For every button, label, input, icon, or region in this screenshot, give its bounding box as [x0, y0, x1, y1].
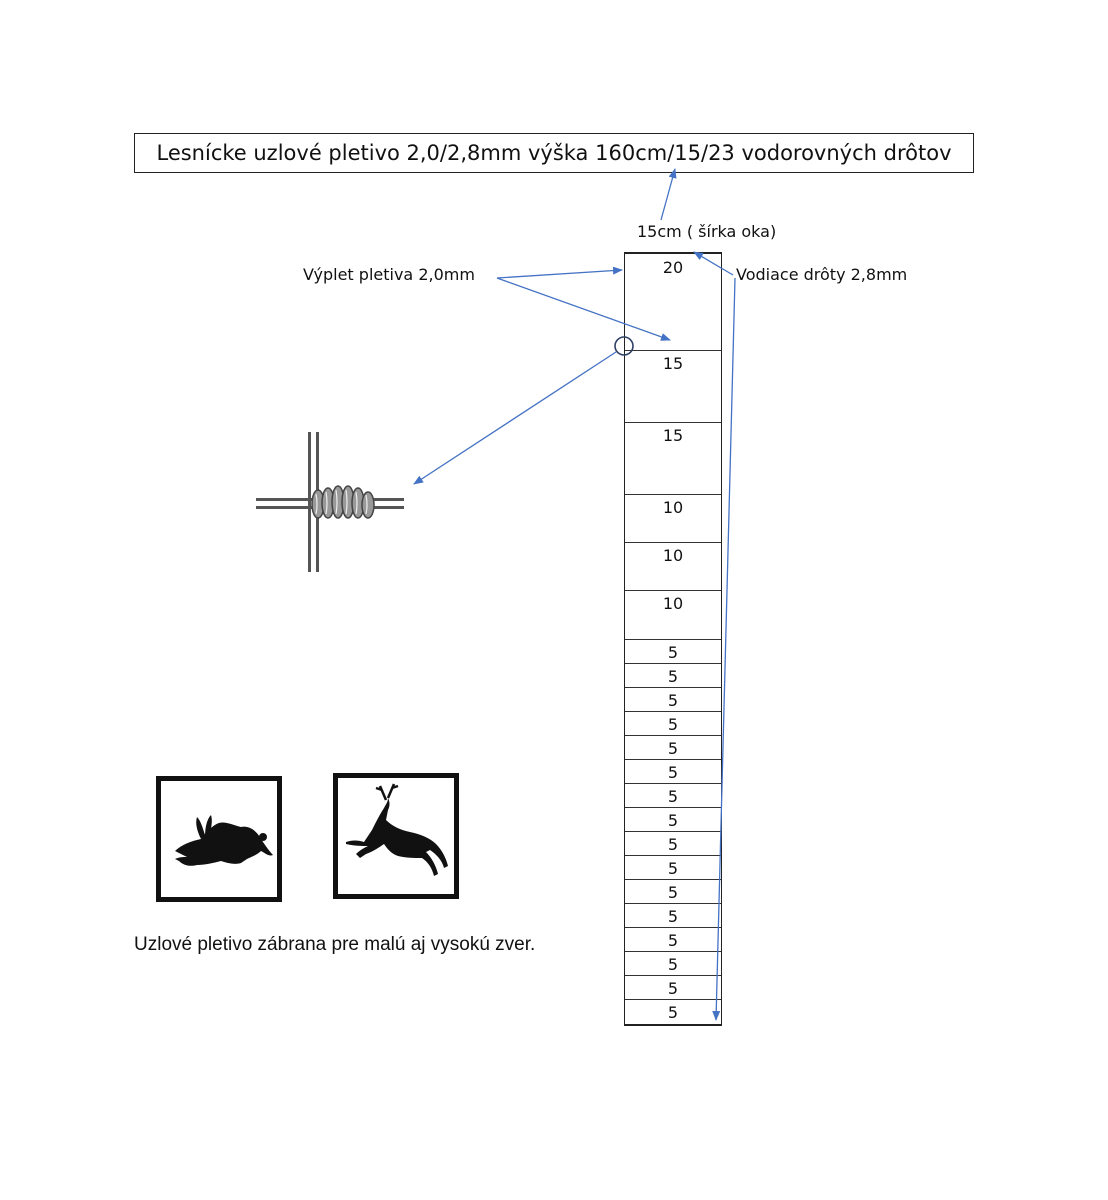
spacing-value: 10	[662, 498, 684, 518]
mesh-width-arrow	[661, 169, 675, 220]
caption: Uzlové pletivo zábrana pre malú aj vysokú zver.	[134, 934, 536, 955]
spacing-value: 5	[667, 1003, 679, 1023]
spacing-value: 15	[662, 426, 684, 446]
fill-wire-arrow-mid	[497, 278, 670, 340]
spacing-value: 5	[667, 811, 679, 831]
spacing-value: 5	[667, 955, 679, 975]
spacing-value: 5	[667, 979, 679, 999]
fill-wire-arrow-top	[497, 270, 622, 278]
spacing-value: 5	[667, 715, 679, 735]
knot-arrow	[414, 352, 616, 484]
spacing-value: 5	[667, 691, 679, 711]
spacing-value: 5	[667, 787, 679, 807]
spacing-value: 10	[662, 594, 684, 614]
guide-wire-arrow-top	[694, 252, 733, 275]
spacing-value: 5	[667, 643, 679, 663]
mesh-width-label: 15cm ( šírka oka)	[637, 222, 777, 241]
knot-marker-circle	[615, 337, 633, 355]
fill-wire-label: Výplet pletiva 2,0mm	[303, 265, 475, 284]
spacing-value: 5	[667, 739, 679, 759]
spacing-value: 15	[662, 354, 684, 374]
spacing-value: 5	[667, 907, 679, 927]
spacing-value: 5	[667, 859, 679, 879]
spacing-value: 5	[667, 667, 679, 687]
spacing-value: 5	[667, 883, 679, 903]
guide-wire-arrow-bottom	[716, 278, 735, 1020]
spacing-value: 10	[662, 546, 684, 566]
spacing-value: 5	[667, 931, 679, 951]
spacing-value: 5	[667, 835, 679, 855]
spacing-value: 5	[667, 763, 679, 783]
diagram-title: Lesnícke uzlové pletivo 2,0/2,8mm výška 160cm/15/23 vodorovných drôtov	[156, 141, 952, 165]
guide-wires-label: Vodiace drôty 2,8mm	[736, 265, 908, 284]
spacing-value: 20	[662, 258, 684, 277]
